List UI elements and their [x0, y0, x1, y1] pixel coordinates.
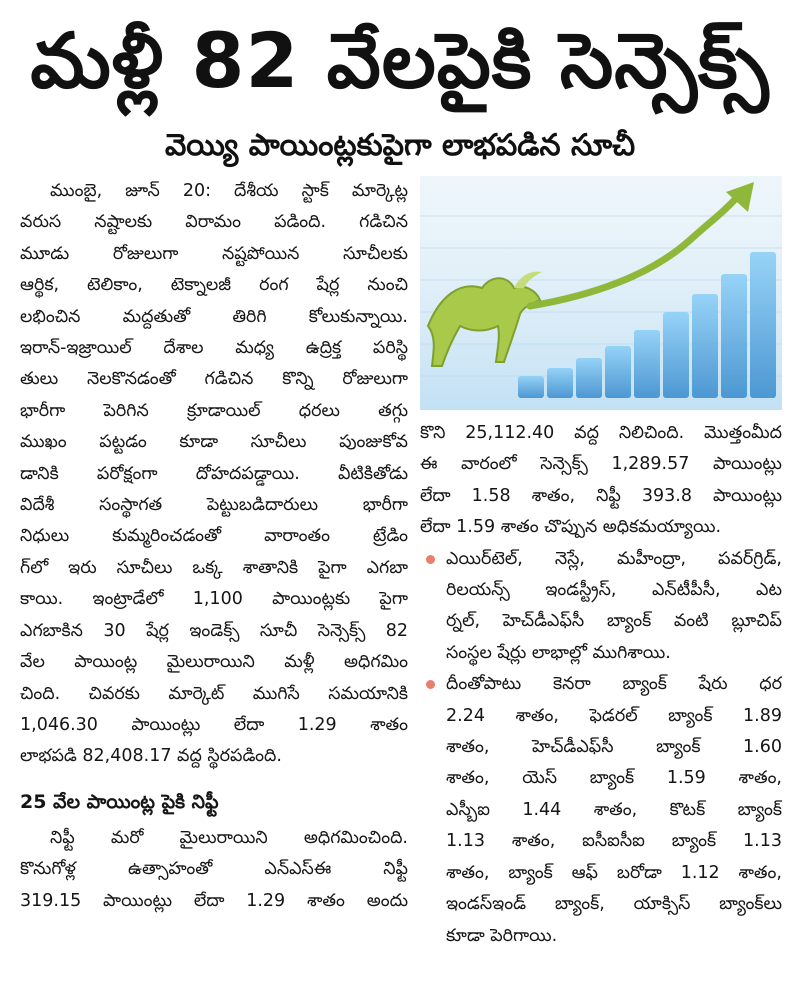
- bullet-list: [420, 544, 782, 952]
- headline: మళ్లీ 82 వేలపైకి సెన్సెక్స్: [30, 16, 770, 105]
- text-line: డానికి పరోక్షంగా దోహదపడ్డాయి. వీటికితోడు: [20, 463, 408, 484]
- text-line: లభించిన మద్దతుతో తిరిగి కోలుకున్నాయి.: [20, 306, 408, 327]
- text-line: కాయి. ఇంట్రాడేలో 1,100 పాయింట్లకు పైగా: [20, 589, 408, 610]
- text-line: తులు నెలకొనడంతో గడిచిన కొన్ని రోజులుగా: [20, 369, 408, 390]
- text-line: కూడా పెరిగాయి.: [446, 925, 558, 946]
- bar-graphic: [750, 252, 776, 398]
- text-line: కొని 25,112.40 వద్ద నిలిచింది. మొత్తంమీద: [420, 423, 782, 443]
- text-line: చింది. చివరకు మార్కెట్ ముగిసే సమయానికి: [20, 683, 408, 704]
- bar-graphic: [634, 330, 660, 398]
- text-line: సంస్థల షేర్లు లాభాల్లో ముగిశాయి.: [446, 642, 671, 663]
- text-line: శాతం, హెచ్‌డీఎఫ్‌సీ బ్యాంక్ 1.60: [446, 737, 782, 758]
- text-line: వేల పాయింట్ల మైలురాయిని మళ్లీ అధిగమిం: [20, 652, 408, 673]
- text-line: దీంతోపాటు కెనరా బ్యాంక్ షేరు ధర: [446, 674, 782, 695]
- bullet-item: [420, 544, 782, 670]
- text-line: కొనుగోళ్ల ఉత్సాహంతో ఎన్‌ఎస్‌ఈ నిఫ్టీ: [20, 859, 408, 880]
- text-line: ముంబై, జూన్ 20: దేశీయ స్టాక్ మార్కెట్ల: [50, 181, 408, 201]
- bullet-dot-icon: [426, 680, 435, 689]
- left-column: [20, 176, 408, 917]
- text-line: లాభపడి 82,408.17 వద్ద స్థిరపడింది.: [20, 746, 282, 767]
- bullet-dot-icon: [426, 555, 435, 564]
- text-line: 1.13 శాతం, ఐసీఐసీఐ బ్యాంక్ 1.13: [446, 831, 782, 852]
- text-line: ర్నల్, హెచ్‌డీఎఫ్‌సీ బ్యాంక్ వంటి బ్లూచిప్: [446, 611, 782, 632]
- text-line: మూడు రోజులుగా నష్టపోయిన సూచీలకు: [20, 243, 408, 264]
- subheadline: వెయ్యి పాయింట్లకుపైగా లాభపడిన సూచీ: [164, 128, 636, 163]
- section-body: [20, 823, 408, 917]
- text-line: గ్‌లో ఇరు సూచీలు ఒక్క శాతానికి పైగా ఎగబా: [20, 557, 408, 578]
- text-line: వరుస నష్టాలకు విరామం పడింది. గడిచిన: [20, 212, 408, 233]
- bar-graphic: [692, 294, 718, 398]
- bar-graphic: [576, 358, 602, 398]
- text-line: భారీగా పెరిగిన క్రూడాయిల్ ధరలు తగ్గు: [20, 400, 408, 421]
- text-line: శాతం, బ్యాంక్ ఆఫ్ బరోడా 1.12 శాతం,: [446, 862, 782, 883]
- text-line: నిధులు కుమ్మరించడంతో వారాంతం ట్రేడిం: [20, 526, 408, 547]
- right-column: [420, 176, 782, 952]
- text-line: లేదా 1.59 శాతం చొప్పున అధికమయ్యాయి.: [420, 517, 722, 538]
- bar-graphic: [547, 368, 573, 398]
- right-body: [420, 418, 782, 544]
- text-line: ఎగబాకిన 30 షేర్ల ఇండెక్స్ సూచీ సెన్సెక్స్ 82: [20, 620, 408, 641]
- text-line: నిఫ్టీ మరో మైలురాయిని అధిగమించింది.: [50, 827, 408, 848]
- stock-chart-illustration: [420, 176, 782, 410]
- bar-graphic: [721, 274, 747, 398]
- text-line: 2.24 శాతం, ఫెడరల్ బ్యాంక్ 1.89: [446, 705, 782, 726]
- text-line: ఆర్థిక, టెలికాం, టెక్నాలజీ రంగ షేర్ల నుంచి: [20, 275, 408, 296]
- text-line: ఇరాన్-ఇజ్రాయిల్ దేశాల మధ్య ఉద్రిక్త పరిస్థి: [20, 338, 408, 359]
- text-line: ముఖం పట్టడం కూడా సూచీలు పుంజుకోవ: [20, 432, 408, 453]
- section-heading: 25 వేల పాయింట్ల పైకి నిఫ్టీ: [20, 790, 219, 813]
- left-body: [20, 176, 408, 773]
- bar-graphic: [518, 376, 544, 398]
- text-line: రిలయన్స్ ఇండస్ట్రీస్, ఎన్‌టీపీసీ, ఎట: [446, 580, 782, 601]
- bar-graphic: [663, 312, 689, 398]
- bullet-item: [420, 669, 782, 952]
- rising-bars-graphic: [420, 176, 782, 410]
- text-line: శాతం, యెస్ బ్యాంక్ 1.59 శాతం,: [446, 768, 782, 789]
- text-line: ఎస్బీఐ 1.44 శాతం, కొటక్ బ్యాంక్: [446, 799, 782, 820]
- text-line: ఇండస్‌ఇండ్ బ్యాంక్, యాక్సిస్ బ్యాంక్‌లు: [446, 894, 782, 915]
- text-line: లేదా 1.58 శాతం, నిఫ్టీ 393.8 పాయింట్లు: [420, 485, 782, 506]
- text-line: విదేశీ సంస్థాగత పెట్టుబడిదారులు భారీగా: [20, 495, 408, 516]
- text-line: ఎయిర్‌టెల్, నెస్లే, మహీంద్రా, పవర్‌గ్రిడ్,: [446, 548, 782, 569]
- text-line: ఈ వారంలో సెన్సెక్స్ 1,289.57 పాయింట్లు: [420, 454, 782, 475]
- bar-graphic: [605, 346, 631, 398]
- text-line: 319.15 పాయింట్లు లేదా 1.29 శాతం అందు: [20, 890, 408, 911]
- text-line: 1,046.30 పాయింట్లు లేదా 1.29 శాతం: [20, 714, 408, 735]
